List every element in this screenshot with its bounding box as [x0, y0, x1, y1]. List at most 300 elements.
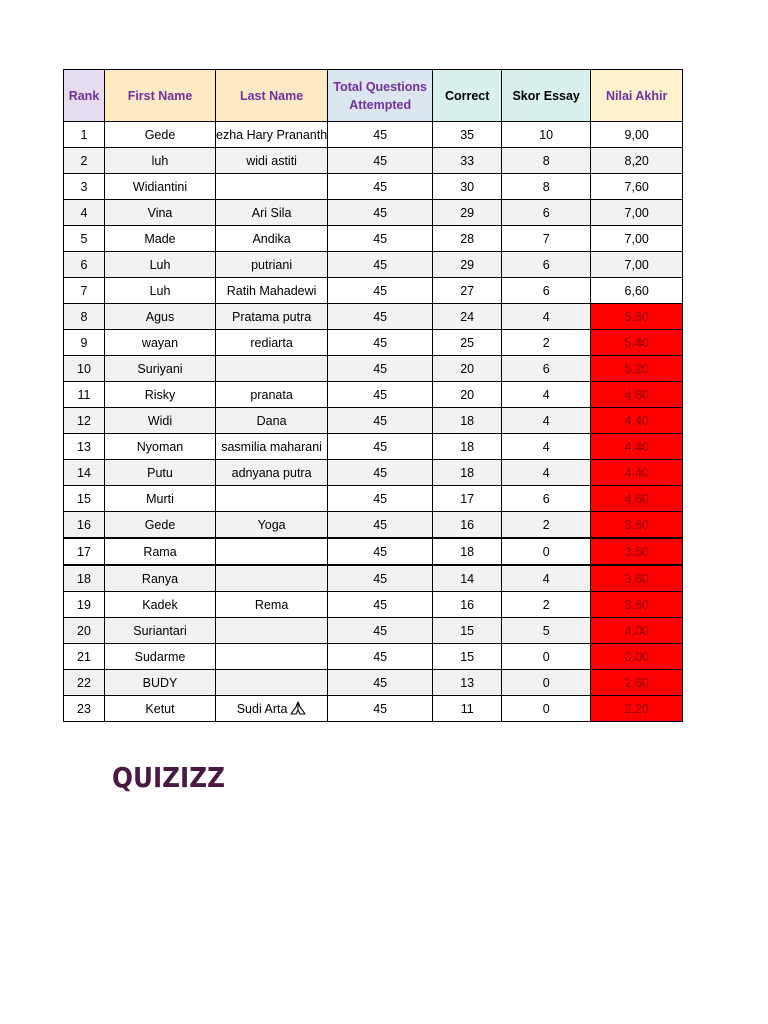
nilai-akhir-cell-text: 7,00: [624, 231, 649, 246]
total-questions-cell: [328, 356, 433, 382]
rank-cell-text: 23: [77, 701, 91, 716]
correct-cell-text: 16: [460, 597, 475, 612]
skor-essay-cell-text: 8: [542, 153, 550, 168]
last-name-cell: [216, 618, 328, 644]
skor-essay-cell-text: 2: [542, 517, 550, 532]
correct-cell-text: 25: [460, 335, 475, 350]
rank-cell-text: 14: [77, 465, 91, 480]
last-name-cell: [216, 304, 328, 330]
rank-cell: [64, 252, 105, 278]
rank-cell: [64, 278, 105, 304]
rank-cell: [64, 200, 105, 226]
rank-cell: [64, 304, 105, 330]
correct-cell-text: 15: [460, 623, 475, 638]
correct-cell: [433, 565, 502, 592]
first-name-cell: [105, 174, 216, 200]
first-name-cell-text: Putu: [147, 465, 173, 480]
nilai-akhir-cell-text: 4,40: [624, 413, 649, 428]
nilai-akhir-cell-text: 3,60: [624, 517, 649, 532]
first-name-cell: [105, 408, 216, 434]
rank-cell: [64, 408, 105, 434]
total-questions-cell: [328, 408, 433, 434]
rank-cell-text: 5: [80, 231, 88, 246]
correct-cell: [433, 226, 502, 252]
rank-cell-text: 9: [80, 335, 88, 350]
skor-essay-cell: [502, 538, 591, 565]
skor-essay-cell-text: 4: [542, 465, 550, 480]
correct-cell-text: 35: [460, 127, 475, 142]
last-name-cell: [216, 382, 328, 408]
total-questions-cell: [328, 644, 433, 670]
skor-essay-cell-text: 0: [542, 675, 550, 690]
last-name-cell-text: Ratih Mahadewi: [226, 283, 317, 298]
nilai-akhir-header: Nilai Akhir: [591, 70, 683, 122]
rank-cell-text: 2: [80, 153, 88, 168]
skor-essay-cell-text: 4: [542, 571, 550, 586]
praying-hands-icon: [290, 701, 306, 715]
table-row: [64, 592, 683, 618]
correct-cell: [433, 512, 502, 539]
correct-cell-text: 11: [460, 701, 474, 716]
table-row: [64, 148, 683, 174]
correct-cell-text: 20: [460, 361, 475, 376]
nilai-akhir-cell-text: 2,20: [624, 701, 649, 716]
total-questions-cell-text: 45: [373, 623, 388, 638]
table-row: [64, 278, 683, 304]
rank-cell-text: 12: [77, 413, 91, 428]
table-row: [64, 696, 683, 722]
correct-cell-text: 33: [460, 153, 475, 168]
total-questions-cell-text: 45: [373, 335, 388, 350]
nilai-akhir-cell-text: 4,40: [624, 439, 649, 454]
total-questions-cell: [328, 382, 433, 408]
correct-cell: [433, 330, 502, 356]
total-questions-cell-text: 45: [373, 205, 388, 220]
total-questions-cell: [328, 538, 433, 565]
total-questions-cell: [328, 512, 433, 539]
correct-cell: [433, 122, 502, 148]
nilai-akhir-cell: [591, 252, 683, 278]
nilai-akhir-cell-text: 3,60: [624, 571, 649, 586]
first-name-cell-text: Vina: [147, 205, 173, 220]
first-name-cell-text: Ranya: [141, 571, 179, 586]
last-name-cell: [216, 408, 328, 434]
table-body: [64, 122, 683, 722]
rank-cell: [64, 618, 105, 644]
skor-essay-cell: [502, 565, 591, 592]
total-questions-cell: [328, 200, 433, 226]
first-name-cell-text: Gede: [144, 517, 176, 532]
nilai-akhir-cell: [591, 408, 683, 434]
header-row: [64, 70, 683, 122]
rank-cell-text: 4: [80, 205, 88, 220]
nilai-akhir-cell-text: 5,20: [624, 361, 649, 376]
table-row: [64, 565, 683, 592]
nilai-akhir-cell: [591, 148, 683, 174]
correct-cell-text: 27: [460, 283, 475, 298]
quizizz-logo: [112, 760, 227, 794]
last-name-cell: [216, 122, 328, 148]
rank-cell: [64, 538, 105, 565]
total-questions-header: [328, 70, 433, 122]
table-row: [64, 644, 683, 670]
first-name-cell: [105, 538, 216, 565]
correct-cell-text: 28: [460, 231, 475, 246]
first-name-cell: [105, 122, 216, 148]
last-name-cell: [216, 252, 328, 278]
table-row: [64, 538, 683, 565]
table-row: [64, 460, 683, 486]
skor-essay-cell: [502, 382, 591, 408]
last-name-cell: [216, 512, 328, 539]
nilai-akhir-cell: [591, 644, 683, 670]
last-name-cell: [216, 174, 328, 200]
total-questions-cell: [328, 434, 433, 460]
rank-cell-text: 22: [77, 675, 91, 690]
table-row: [64, 200, 683, 226]
total-questions-cell-text: 45: [373, 439, 388, 454]
nilai-akhir-cell-text: 4,00: [624, 623, 649, 638]
table-row: [64, 356, 683, 382]
nilai-akhir-cell-text: 6,60: [624, 283, 649, 298]
correct-cell: [433, 304, 502, 330]
nilai-akhir-cell: [591, 226, 683, 252]
last-name-cell: [216, 696, 328, 722]
skor-essay-cell: [502, 148, 591, 174]
rank-cell-text: 10: [77, 361, 91, 376]
skor-essay-cell-text: 4: [542, 439, 550, 454]
last-name-cell-text: Andika: [252, 231, 291, 246]
last-name-cell: [216, 226, 328, 252]
first-name-cell-text: BUDY: [142, 675, 178, 690]
correct-cell: [433, 460, 502, 486]
rank-cell-text: 8: [80, 309, 88, 324]
total-questions-cell-text: 45: [373, 413, 388, 428]
total-questions-header-line1: Total Questions: [333, 79, 427, 94]
nilai-akhir-cell: [591, 200, 683, 226]
correct-cell: [433, 252, 502, 278]
rank-cell-text: 15: [77, 491, 91, 506]
first-name-cell-text: Luh: [149, 283, 171, 298]
last-name-cell: [216, 330, 328, 356]
rank-cell: [64, 122, 105, 148]
skor-essay-cell-text: 10: [539, 127, 554, 142]
rank-cell-text: 11: [77, 387, 91, 402]
nilai-akhir-cell-text: 3,60: [624, 597, 649, 612]
rank-cell: [64, 460, 105, 486]
table-row: [64, 122, 683, 148]
correct-cell: [433, 670, 502, 696]
skor-essay-cell: [502, 174, 591, 200]
rank-cell: [64, 148, 105, 174]
skor-essay-cell: [502, 486, 591, 512]
total-questions-cell-text: 45: [373, 361, 388, 376]
nilai-akhir-cell: [591, 670, 683, 696]
skor-essay-cell-text: 6: [542, 361, 550, 376]
correct-cell-text: 20: [460, 387, 475, 402]
skor-essay-cell: [502, 226, 591, 252]
correct-cell-text: 24: [460, 309, 475, 324]
skor-essay-cell-text: 6: [542, 491, 550, 506]
total-questions-cell: [328, 304, 433, 330]
correct-cell: [433, 592, 502, 618]
total-questions-cell-text: 45: [373, 127, 388, 142]
skor-essay-cell: [502, 592, 591, 618]
rank-cell-text: 1: [80, 127, 88, 142]
skor-essay-cell: [502, 618, 591, 644]
nilai-akhir-cell-text: 3,60: [624, 544, 649, 559]
total-questions-cell: [328, 618, 433, 644]
first-name-cell-text: wayan: [141, 335, 179, 350]
correct-cell: [433, 538, 502, 565]
first-name-cell-text: Risky: [144, 387, 176, 402]
skor-essay-cell-text: 5: [542, 623, 550, 638]
nilai-akhir-cell: [591, 356, 683, 382]
first-name-cell-text: Widiantini: [132, 179, 188, 194]
skor-essay-cell: [502, 408, 591, 434]
correct-cell: [433, 644, 502, 670]
rank-cell-text: 21: [77, 649, 91, 664]
first-name-cell: [105, 304, 216, 330]
total-questions-cell: [328, 696, 433, 722]
first-name-header: First Name: [105, 70, 216, 122]
correct-cell: [433, 618, 502, 644]
last-name-cell: [216, 460, 328, 486]
skor-essay-cell-text: 0: [542, 544, 550, 559]
skor-essay-cell-text: 7: [542, 231, 550, 246]
last-name-cell: [216, 434, 328, 460]
first-name-cell-text: Widi: [147, 413, 173, 428]
total-questions-cell: [328, 330, 433, 356]
total-questions-cell-text: 45: [373, 491, 388, 506]
nilai-akhir-cell: [591, 538, 683, 565]
correct-cell-text: 18: [460, 544, 475, 559]
last-name-cell: [216, 200, 328, 226]
last-name-cell: [216, 148, 328, 174]
total-questions-cell-text: 45: [373, 571, 388, 586]
nilai-akhir-cell-text: 5,40: [624, 335, 649, 350]
table-row: [64, 670, 683, 696]
nilai-akhir-cell: [591, 278, 683, 304]
last-name-cell: [216, 565, 328, 592]
last-name-cell-text: adnyana putra: [231, 465, 312, 480]
nilai-akhir-cell-text: 4,60: [624, 491, 649, 506]
correct-cell-text: 15: [460, 649, 475, 664]
nilai-akhir-cell-text: 4,40: [624, 465, 649, 480]
rank-cell: [64, 644, 105, 670]
correct-cell-text: 30: [460, 179, 475, 194]
nilai-akhir-cell: [591, 592, 683, 618]
nilai-akhir-cell-text: 3,00: [624, 649, 649, 664]
last-name-cell: [216, 644, 328, 670]
skor-essay-header: Skor Essay: [502, 70, 591, 122]
nilai-akhir-cell: [591, 174, 683, 200]
correct-cell: [433, 434, 502, 460]
nilai-akhir-cell: [591, 618, 683, 644]
last-name-cell-text: Pratama putra: [231, 309, 312, 324]
rank-cell-text: 17: [77, 544, 91, 559]
skor-essay-cell: [502, 670, 591, 696]
last-name-cell-text: Ari Sila: [251, 205, 292, 220]
table-row: [64, 512, 683, 539]
rank-cell-text: 7: [80, 283, 88, 298]
last-name-cell-text: pranata: [250, 387, 293, 402]
table-row: [64, 330, 683, 356]
skor-essay-cell: [502, 644, 591, 670]
rank-cell: [64, 330, 105, 356]
correct-cell: [433, 148, 502, 174]
last-name-cell: [216, 486, 328, 512]
nilai-akhir-cell: [591, 696, 683, 722]
last-name-cell-text: widi astiti: [246, 153, 297, 168]
last-name-cell-text: rediarta: [250, 335, 293, 350]
total-questions-cell: [328, 252, 433, 278]
total-questions-cell: [328, 226, 433, 252]
nilai-akhir-cell-text: 8,20: [624, 153, 649, 168]
rank-header: Rank: [64, 70, 105, 122]
last-name-cell: [216, 592, 328, 618]
nilai-akhir-cell: [591, 565, 683, 592]
first-name-cell: [105, 434, 216, 460]
total-questions-cell: [328, 592, 433, 618]
skor-essay-cell: [502, 330, 591, 356]
first-name-cell: [105, 330, 216, 356]
rank-cell: [64, 356, 105, 382]
nilai-akhir-cell-text: 2,60: [624, 675, 649, 690]
correct-cell-text: 14: [460, 571, 475, 586]
first-name-cell-text: Kadek: [142, 597, 178, 612]
total-questions-cell-text: 45: [373, 517, 388, 532]
first-name-cell: [105, 460, 216, 486]
first-name-cell: [105, 226, 216, 252]
rank-cell: [64, 565, 105, 592]
skor-essay-cell-text: 4: [542, 387, 550, 402]
first-name-cell: [105, 618, 216, 644]
first-name-cell: [105, 696, 216, 722]
skor-essay-cell: [502, 200, 591, 226]
nilai-akhir-cell-text: 7,60: [624, 179, 649, 194]
skor-essay-cell: [502, 434, 591, 460]
skor-essay-cell: [502, 122, 591, 148]
skor-essay-cell: [502, 460, 591, 486]
skor-essay-cell: [502, 278, 591, 304]
first-name-cell-text: Rama: [143, 544, 177, 559]
total-questions-cell-text: 45: [373, 309, 388, 324]
skor-essay-cell: [502, 512, 591, 539]
total-questions-cell-text: 45: [373, 387, 388, 402]
nilai-akhir-cell: [591, 304, 683, 330]
first-name-cell: [105, 148, 216, 174]
total-questions-cell-text: 45: [373, 701, 388, 716]
last-name-cell-text: putriani: [251, 257, 293, 272]
nilai-akhir-cell: [591, 382, 683, 408]
rank-cell: [64, 670, 105, 696]
last-name-header: Last Name: [216, 70, 328, 122]
correct-cell-text: 29: [460, 205, 475, 220]
skor-essay-cell-text: 6: [542, 283, 550, 298]
rank-cell-text: 16: [77, 517, 91, 532]
rank-cell: [64, 226, 105, 252]
last-name-cell: [216, 278, 328, 304]
correct-cell: [433, 486, 502, 512]
skor-essay-cell-text: 8: [542, 179, 550, 194]
first-name-cell-text: Agus: [145, 309, 175, 324]
total-questions-cell: [328, 278, 433, 304]
last-name-cell: [216, 356, 328, 382]
total-questions-cell-text: 45: [373, 179, 388, 194]
table-row: [64, 408, 683, 434]
first-name-cell: [105, 512, 216, 539]
correct-cell-text: 18: [460, 465, 475, 480]
correct-cell: [433, 200, 502, 226]
rank-cell-text: 13: [77, 439, 91, 454]
nilai-akhir-cell: [591, 460, 683, 486]
skor-essay-cell-text: 0: [542, 649, 550, 664]
total-questions-cell-text: 45: [373, 231, 388, 246]
rank-cell-text: 3: [80, 179, 88, 194]
correct-cell-text: 16: [460, 517, 475, 532]
rank-cell: [64, 486, 105, 512]
first-name-cell: [105, 252, 216, 278]
rank-cell-text: 18: [77, 571, 91, 586]
total-questions-cell: [328, 148, 433, 174]
first-name-cell: [105, 382, 216, 408]
total-questions-cell-text: 45: [373, 597, 388, 612]
nilai-akhir-cell-text: 7,00: [624, 257, 649, 272]
first-name-cell-text: luh: [151, 153, 169, 168]
rank-cell: [64, 512, 105, 539]
skor-essay-cell-text: 6: [542, 257, 550, 272]
total-questions-cell-text: 45: [373, 675, 388, 690]
correct-cell-text: 17: [460, 491, 475, 506]
skor-essay-cell-text: 0: [542, 701, 550, 716]
correct-cell: [433, 278, 502, 304]
rank-cell-text: 19: [77, 597, 91, 612]
first-name-cell: [105, 670, 216, 696]
nilai-akhir-cell-text: 7,00: [624, 205, 649, 220]
table-row: [64, 252, 683, 278]
nilai-akhir-cell: [591, 122, 683, 148]
first-name-cell: [105, 486, 216, 512]
first-name-cell: [105, 592, 216, 618]
skor-essay-cell-text: 2: [542, 597, 550, 612]
nilai-akhir-cell-text: 5,60: [624, 309, 649, 324]
last-name-cell-text: Sudi Arta: [236, 702, 288, 716]
skor-essay-cell-text: 6: [542, 205, 550, 220]
skor-essay-cell-text: 2: [542, 335, 550, 350]
total-questions-cell-text: 45: [373, 544, 388, 559]
rank-cell: [64, 696, 105, 722]
table-row: [64, 382, 683, 408]
nilai-akhir-cell: [591, 330, 683, 356]
nilai-akhir-cell-text: 4,80: [624, 387, 649, 402]
total-questions-cell-text: 45: [373, 465, 388, 480]
table-row: [64, 304, 683, 330]
correct-cell: [433, 382, 502, 408]
table-row: [64, 486, 683, 512]
first-name-cell: [105, 565, 216, 592]
total-questions-cell-text: 45: [373, 649, 388, 664]
total-questions-cell-text: 45: [373, 153, 388, 168]
total-questions-cell: [328, 460, 433, 486]
first-name-cell: [105, 200, 216, 226]
quizizz-logo-text: QUIZIZZ: [112, 761, 225, 794]
last-name-cell-text: sasmilia maharani: [221, 439, 322, 454]
first-name-cell-text: Gede: [144, 127, 176, 142]
total-questions-cell: [328, 670, 433, 696]
results-table: [63, 69, 683, 722]
correct-cell-text: 13: [460, 675, 475, 690]
